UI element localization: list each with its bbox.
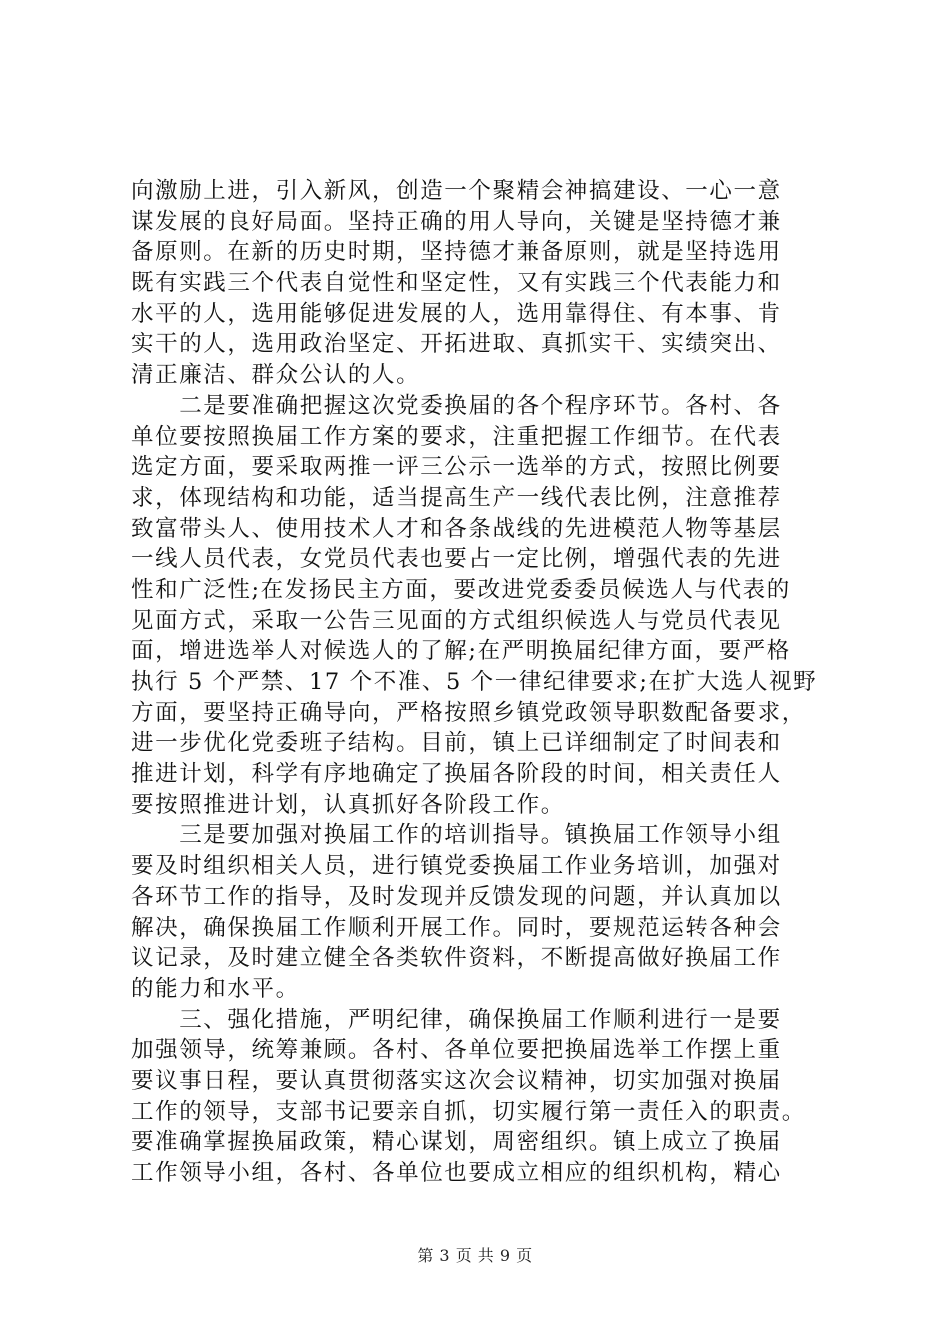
text-line: 推进计划，科学有序地确定了换届各阶段的时间，相关责任人 [131,761,782,788]
page-number-label: 第 3 页 共 9 页 [417,1246,533,1265]
text-line: 要议事日程，要认真贯彻落实这次会议精神，切实加强对换届 [131,1067,782,1094]
text-line: 面，增进选举人对候选人的了解;在严明换届纪律方面，要严格 [131,638,791,665]
text-line: 单位要按照换届工作方案的要求，注重把握工作细节。在代表 [131,423,782,450]
text-line: 要准确掌握换届政策，精心谋划，周密组织。镇上成立了换届 [131,1129,782,1156]
text-line: 备原则。在新的历史时期，坚持德才兼备原则，就是坚持选用 [131,239,782,266]
text-line: 三是要加强对换届工作的培训指导。镇换届工作领导小组 [131,822,782,849]
text-line: 性和广泛性;在发扬民主方面，要改进党委委员候选人与代表的 [131,576,791,603]
text-line: 要按照推进计划，认真抓好各阶段工作。 [131,791,565,818]
text-line: 方面，要坚持正确导向，严格按照乡镇党政领导职数配备要求， [131,699,806,726]
text-line: 选定方面，要采取两推一评三公示一选举的方式，按照比例要 [131,454,782,481]
page-footer [0,1243,950,1266]
text-line: 加强领导，统筹兼顾。各村、各单位要把换届选举工作摆上重 [131,1037,782,1064]
text-line: 实干的人，选用政治坚定、开拓进取、真抓实干、实绩突出、 [131,331,782,358]
text-line: 执行 5 个严禁、17 个不准、5 个一律纪律要求;在扩大选人视野 [131,669,818,695]
text-line: 求，体现结构和功能，适当提高生产一线代表比例，注意推荐 [131,484,782,511]
text-line: 工作的领导，支部书记要亲自抓，切实履行第一责任入的职责。 [131,1098,806,1125]
text-line: 议记录，及时建立健全各类软件资料，不断提高做好换届工作 [131,945,782,972]
text-line: 一线人员代表，女党员代表也要占一定比例，增强代表的先进 [131,546,782,573]
text-line: 水平的人，选用能够促进发展的人，选用靠得住、有本事、肯 [131,300,782,327]
text-line: 解决，确保换届工作顺利开展工作。同时，要规范运转各种会 [131,914,782,941]
text-line: 见面方式，采取一公告三见面的方式组织候选人与党员代表见 [131,607,782,634]
text-line: 向激励上进，引入新风，创造一个聚精会神搞建设、一心一意 [131,178,782,204]
text-line: 进一步优化党委班子结构。目前，镇上已详细制定了时间表和 [131,730,782,757]
text-line: 的能力和水平。 [131,975,300,1002]
text-line: 二是要准确把握这次党委换届的各个程序环节。各村、各 [131,392,782,419]
text-line: 各环节工作的指导，及时发现并反馈发现的问题，并认真加以 [131,883,782,910]
text-line: 工作领导小组，各村、各单位也要成立相应的组织机构，精心 [131,1160,782,1186]
text-line: 要及时组织相关人员，进行镇党委换届工作业务培训，加强对 [131,853,782,880]
text-line: 谋发展的良好局面。坚持正确的用人导向，关键是坚持德才兼 [131,208,782,235]
text-line: 三、强化措施，严明纪律，确保换届工作顺利进行一是要 [131,1006,782,1033]
body-text [131,176,831,1189]
text-line: 既有实践三个代表自觉性和坚定性，又有实践三个代表能力和 [131,270,782,297]
text-line: 清正廉洁、群众公认的人。 [131,362,421,389]
text-line: 致富带头人、使用技术人才和各条战线的先进模范人物等基层 [131,515,782,542]
